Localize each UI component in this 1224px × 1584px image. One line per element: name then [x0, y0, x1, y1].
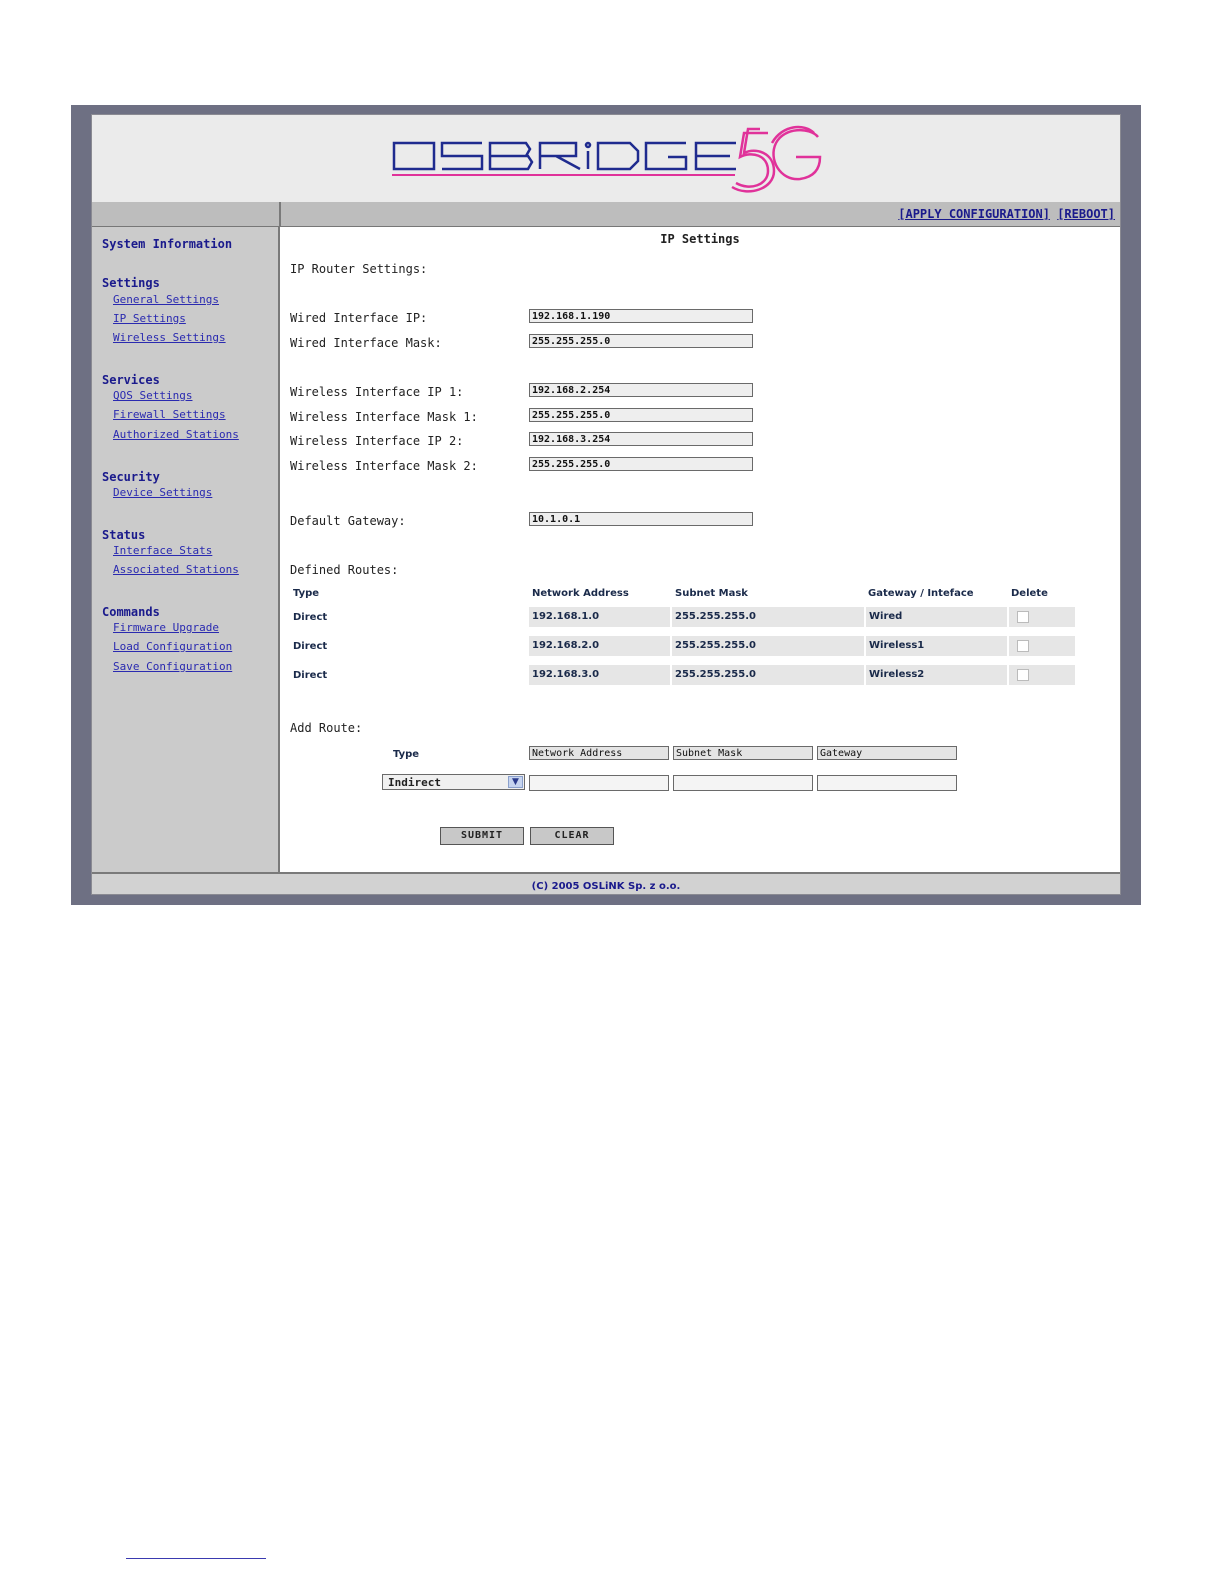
chevron-down-icon[interactable]: ▼ [508, 776, 523, 788]
action-bar [92, 202, 1120, 227]
col-network-header: Network Address [532, 588, 629, 599]
wired-ip-label: Wired Interface IP: [290, 311, 428, 325]
sidebar-heading-settings: Settings [102, 276, 160, 290]
wireless-mask2-label: Wireless Interface Mask 2: [290, 459, 478, 473]
col-type-header: Type [293, 588, 320, 599]
sidebar-heading-commands: Commands [102, 605, 160, 619]
add-route-mask-header: Subnet Mask [673, 746, 813, 760]
wired-mask-label: Wired Interface Mask: [290, 336, 442, 350]
new-route-gateway-input[interactable] [817, 775, 957, 791]
route-delete-checkbox[interactable] [1017, 611, 1029, 623]
add-route-heading: Add Route: [290, 721, 363, 735]
route-network: 192.168.1.0 [529, 607, 670, 627]
route-delete-checkbox[interactable] [1017, 669, 1029, 681]
wired-ip-field[interactable]: 192.168.1.190 [529, 309, 753, 323]
wireless-ip2-field[interactable]: 192.168.3.254 [529, 432, 753, 446]
column-divider [279, 202, 281, 226]
col-gateway-header: Gateway / Inteface [868, 588, 974, 599]
page-frame [71, 105, 1141, 905]
col-mask-header: Subnet Mask [675, 588, 748, 599]
sidebar-item-interface-stats[interactable]: Interface Stats [113, 544, 213, 557]
header-banner [92, 115, 1120, 203]
sidebar-heading-security: Security [102, 470, 160, 484]
router-settings-heading: IP Router Settings: [290, 262, 428, 276]
sidebar-heading-status: Status [102, 528, 146, 542]
wireless-mask1-field[interactable]: 255.255.255.0 [529, 408, 753, 422]
reboot-link[interactable]: [REBOOT] [1057, 207, 1115, 221]
wireless-ip1-label: Wireless Interface IP 1: [290, 385, 464, 399]
copyright-text: (C) 2005 OSLiNK Sp. z o.o. [531, 881, 681, 892]
new-route-mask-input[interactable] [673, 775, 813, 791]
sidebar-item-general-settings[interactable]: General Settings [113, 293, 219, 306]
route-type: Direct [293, 612, 328, 623]
route-gateway: Wireless2 [866, 665, 1007, 685]
clear-button[interactable]: CLEAR [530, 827, 614, 845]
sidebar-system-information[interactable]: System Information [102, 237, 233, 251]
defined-routes-heading: Defined Routes: [290, 563, 399, 577]
route-mask: 255.255.255.0 [672, 665, 864, 685]
wireless-ip2-label: Wireless Interface IP 2: [290, 434, 464, 448]
route-mask: 255.255.255.0 [672, 607, 864, 627]
sidebar-item-ip-settings[interactable]: IP Settings [113, 312, 186, 325]
sidebar-item-device-settings[interactable]: Device Settings [113, 486, 213, 499]
page-footnote-rule [126, 1558, 266, 1559]
sidebar-item-save-configuration[interactable]: Save Configuration [113, 660, 233, 673]
route-type-selected: Indirect [388, 776, 441, 789]
sidebar-item-wireless-settings[interactable]: Wireless Settings [113, 331, 226, 344]
sidebar-item-firewall-settings[interactable]: Firewall Settings [113, 408, 226, 421]
sidebar-item-firmware-upgrade[interactable]: Firmware Upgrade [113, 621, 219, 634]
page-title: IP Settings [660, 232, 740, 246]
sidebar-item-associated-stations[interactable]: Associated Stations [113, 563, 239, 576]
route-gateway: Wired [866, 607, 1007, 627]
footer [92, 872, 1120, 894]
route-gateway: Wireless1 [866, 636, 1007, 656]
sidebar [92, 227, 280, 872]
sidebar-item-qos-settings[interactable]: QOS Settings [113, 389, 193, 402]
sidebar-item-authorized-stations[interactable]: Authorized Stations [113, 428, 239, 441]
action-links [898, 207, 1115, 221]
route-type: Direct [293, 670, 328, 681]
new-route-network-input[interactable] [529, 775, 669, 791]
wireless-ip1-field[interactable]: 192.168.2.254 [529, 383, 753, 397]
sidebar-item-load-configuration[interactable]: Load Configuration [113, 640, 233, 653]
osbridge-logo [390, 121, 826, 197]
route-network: 192.168.3.0 [529, 665, 670, 685]
submit-button[interactable]: SUBMIT [440, 827, 524, 845]
default-gateway-label: Default Gateway: [290, 514, 406, 528]
wired-mask-field[interactable]: 255.255.255.0 [529, 334, 753, 348]
route-delete-checkbox[interactable] [1017, 640, 1029, 652]
apply-configuration-link[interactable]: [APPLY CONFIGURATION] [898, 207, 1050, 221]
default-gateway-field[interactable]: 10.1.0.1 [529, 512, 753, 526]
main-content [280, 227, 1120, 872]
add-route-type-label: Type [393, 749, 420, 760]
wireless-mask2-field[interactable]: 255.255.255.0 [529, 457, 753, 471]
route-mask: 255.255.255.0 [672, 636, 864, 656]
route-type: Direct [293, 641, 328, 652]
add-route-network-header: Network Address [529, 746, 669, 760]
add-route-gateway-header: Gateway [817, 746, 957, 760]
sidebar-heading-services: Services [102, 373, 160, 387]
wireless-mask1-label: Wireless Interface Mask 1: [290, 410, 478, 424]
admin-panel [91, 114, 1121, 895]
col-delete-header: Delete [1011, 588, 1048, 599]
route-network: 192.168.2.0 [529, 636, 670, 656]
route-type-select[interactable] [382, 774, 525, 790]
